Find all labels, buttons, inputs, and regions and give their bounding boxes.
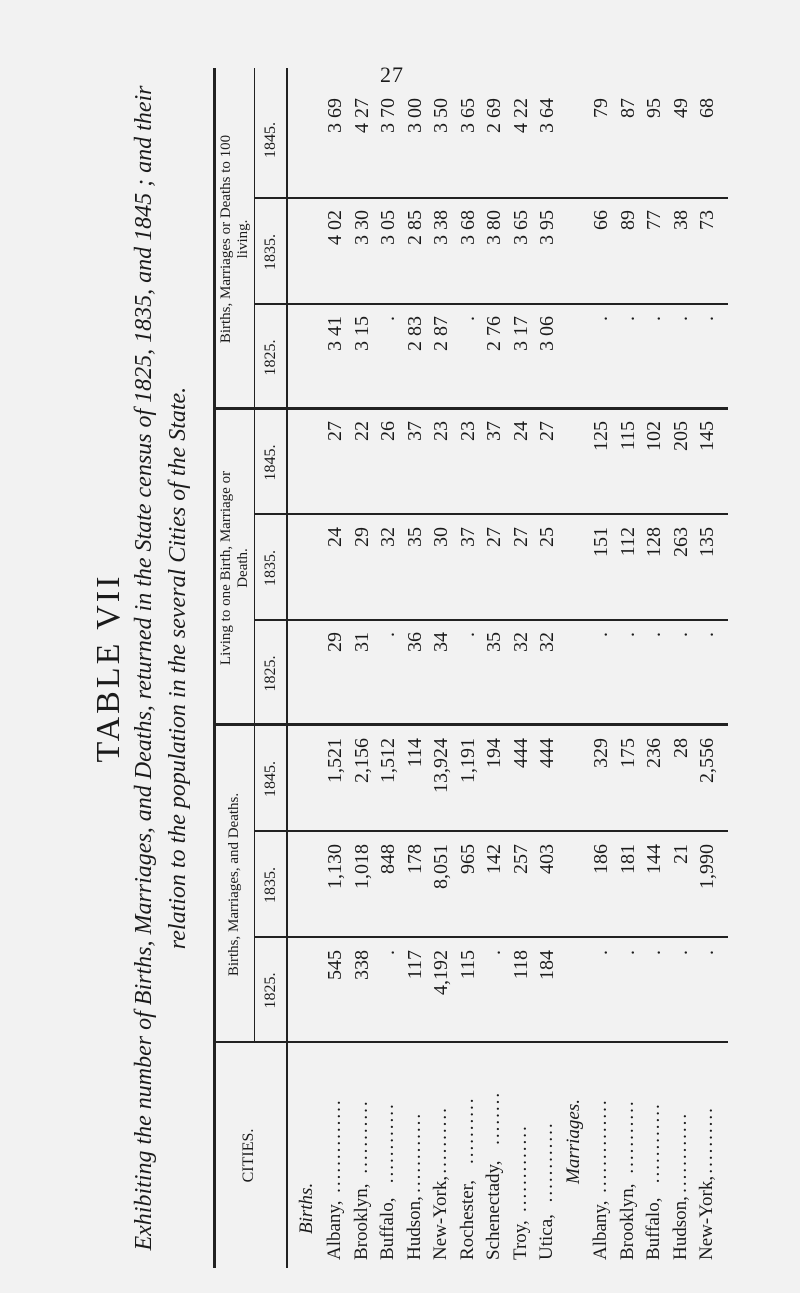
table-cell: . bbox=[669, 316, 692, 321]
leader-dots: .......... bbox=[456, 1096, 478, 1164]
table-cell: 181 bbox=[616, 844, 639, 874]
table-cell: 3 68 bbox=[456, 210, 479, 245]
table-cell: 545 bbox=[324, 950, 346, 980]
table-cell: 3 69 bbox=[324, 98, 346, 133]
table-cell: 4 02 bbox=[324, 210, 346, 245]
table-cell: . bbox=[696, 950, 718, 955]
table-cell: 3 05 bbox=[377, 210, 399, 245]
table-cell: 848 bbox=[377, 844, 399, 874]
rotated-page bbox=[85, 68, 725, 1268]
table-cell: 205 bbox=[669, 421, 692, 451]
table-cell: 23 bbox=[456, 421, 479, 441]
table-cell: 24 bbox=[324, 527, 346, 547]
living-to-one-header-line2: Death. bbox=[235, 548, 251, 588]
cities-header: CITIES. bbox=[240, 1128, 257, 1183]
table-cell: 3 50 bbox=[430, 98, 452, 133]
table-cell: 2,556 bbox=[696, 738, 718, 783]
table-cell: 3 65 bbox=[456, 98, 479, 133]
table-cell: . bbox=[643, 950, 665, 955]
table-cell: 128 bbox=[643, 527, 665, 557]
table-cell: . bbox=[377, 316, 399, 321]
per-hundred-header-line1: Births, Marriages or Deaths to 100 bbox=[218, 134, 234, 344]
table-subtitle-line1: Exhibiting the number of Births, Marriages, and Deaths, returned in the State census of 1825, 1835, and 1845 ; and their bbox=[131, 85, 157, 1251]
table-cell: 175 bbox=[616, 738, 639, 768]
leader-dots: .............. bbox=[590, 1098, 611, 1193]
table-cell: 31 bbox=[350, 632, 373, 652]
table-cell: . bbox=[590, 632, 612, 637]
year-header-1845: 1845. bbox=[262, 444, 279, 481]
table-cell: 32 bbox=[509, 632, 532, 652]
city-name: Albany, bbox=[324, 1200, 345, 1260]
table-cell: . bbox=[616, 950, 639, 955]
table-cell: 37 bbox=[456, 527, 479, 547]
leader-dots: ............ bbox=[669, 1111, 691, 1193]
table-cell: 4 27 bbox=[350, 98, 373, 133]
table-cell: 2,156 bbox=[350, 738, 373, 783]
table-cell: 38 bbox=[669, 210, 692, 230]
table-cell: 3 06 bbox=[536, 316, 558, 351]
table-cell: 8,051 bbox=[430, 844, 452, 889]
table-cell: 444 bbox=[536, 738, 558, 768]
table-cell: . bbox=[696, 316, 718, 321]
city-name: Albany, bbox=[590, 1200, 611, 1260]
city-name: Rochester, bbox=[456, 1180, 478, 1260]
table-cell: 2 69 bbox=[483, 98, 505, 133]
year-header-1825: 1825. bbox=[262, 655, 279, 692]
table-cell: 3 38 bbox=[430, 210, 452, 245]
table-cell: 3 70 bbox=[377, 98, 399, 133]
table-cell: 3 65 bbox=[509, 210, 532, 245]
table-cell: 1,130 bbox=[324, 844, 346, 889]
table-cell: 29 bbox=[324, 632, 346, 652]
table-cell: 29 bbox=[350, 527, 373, 547]
leader-dots: ........... bbox=[616, 1099, 638, 1174]
table-cell: 27 bbox=[324, 421, 346, 441]
per-hundred-header-line2: living. bbox=[235, 219, 251, 259]
table-cell: 26 bbox=[377, 421, 399, 441]
table-cell: 2 76 bbox=[483, 316, 505, 351]
table-cell: 4,192 bbox=[430, 950, 452, 995]
city-name: Brooklyn, bbox=[616, 1183, 638, 1260]
table-cell: 142 bbox=[483, 844, 505, 874]
table-cell: 77 bbox=[643, 210, 665, 230]
table-cell: 24 bbox=[509, 421, 532, 441]
header-bottom-rule bbox=[286, 68, 288, 1268]
table-cell: 135 bbox=[696, 527, 718, 557]
table-cell: 3 64 bbox=[536, 98, 558, 133]
table-cell: 28 bbox=[669, 738, 692, 758]
table-cell: . bbox=[616, 632, 639, 637]
table-subtitle-line2: relation to the population in the several Cities of the State. bbox=[165, 386, 191, 950]
table-cell: 25 bbox=[536, 527, 558, 547]
table-cell: 37 bbox=[403, 421, 426, 441]
leader-dots: ............ bbox=[377, 1102, 398, 1184]
city-name: Troy, bbox=[509, 1220, 531, 1260]
statistics-table bbox=[213, 68, 728, 1268]
table-cell: 87 bbox=[616, 98, 639, 118]
table-cell: . bbox=[669, 950, 692, 955]
year-header-1845: 1845. bbox=[262, 122, 279, 158]
header-rule bbox=[254, 68, 255, 1043]
table-cell: 444 bbox=[509, 738, 532, 768]
year-header-1825: 1825. bbox=[262, 972, 279, 1009]
leader-dots: ............ bbox=[403, 1111, 425, 1193]
table-cell: . bbox=[643, 316, 665, 321]
table-cell: 35 bbox=[483, 632, 505, 652]
table-cell: 4 22 bbox=[509, 98, 532, 133]
year-header-1835: 1835. bbox=[262, 234, 279, 270]
table-cell: 194 bbox=[483, 738, 505, 768]
table-cell: 2 83 bbox=[403, 316, 426, 351]
leader-dots: .......... bbox=[696, 1106, 717, 1174]
per-hundred-header bbox=[218, 68, 252, 410]
table-cell: . bbox=[643, 632, 665, 637]
table-cell: 3 15 bbox=[350, 316, 373, 351]
table-cell: 66 bbox=[590, 210, 612, 230]
city-name: Buffalo, bbox=[377, 1197, 398, 1260]
table-cell: 27 bbox=[509, 527, 532, 547]
table-cell: . bbox=[696, 632, 718, 637]
leader-dots: ............ bbox=[536, 1121, 557, 1203]
table-cell: 1,512 bbox=[377, 738, 399, 783]
year-header-1825: 1825. bbox=[262, 339, 279, 376]
leader-dots: .............. bbox=[324, 1098, 345, 1193]
table-title: TABLE VII bbox=[90, 573, 127, 763]
table-cell: 115 bbox=[616, 421, 639, 451]
table-cell: 1,990 bbox=[696, 844, 718, 889]
table-cell: . bbox=[377, 950, 399, 955]
table-cell: 34 bbox=[430, 632, 452, 652]
leader-dots: ........... bbox=[350, 1099, 372, 1174]
table-cell: 1,521 bbox=[324, 738, 346, 783]
table-cell: 184 bbox=[536, 950, 558, 980]
table-cell: 144 bbox=[643, 844, 665, 874]
table-cell: 115 bbox=[456, 950, 479, 980]
table-cell: 68 bbox=[696, 98, 718, 118]
table-cell: 1,018 bbox=[350, 844, 373, 889]
city-name: New-York, bbox=[696, 1175, 717, 1260]
table-cell: 95 bbox=[643, 98, 665, 118]
table-cell: 151 bbox=[590, 527, 612, 557]
table-cell: 27 bbox=[483, 527, 505, 547]
table-cell: . bbox=[483, 950, 505, 955]
table-cell: 36 bbox=[403, 632, 426, 652]
city-name: Hudson, bbox=[403, 1196, 425, 1260]
living-to-one-header-line1: Living to one Birth, Marriage or bbox=[218, 470, 234, 666]
table-cell: 102 bbox=[643, 421, 665, 451]
city-name: Hudson, bbox=[669, 1196, 691, 1260]
table-cell: 23 bbox=[430, 421, 452, 441]
table-cell: 73 bbox=[696, 210, 718, 230]
table-cell: 32 bbox=[536, 632, 558, 652]
table-cell: . bbox=[377, 632, 399, 637]
section-heading-marriages: Marriages. bbox=[563, 1099, 584, 1184]
table-cell: . bbox=[590, 316, 612, 321]
table-cell: 112 bbox=[616, 527, 639, 557]
table-cell: 329 bbox=[590, 738, 612, 768]
table-cell: 257 bbox=[509, 844, 532, 874]
leader-dots: .......... bbox=[430, 1106, 451, 1174]
table-cell: 49 bbox=[669, 98, 692, 118]
table-cell: 263 bbox=[669, 527, 692, 557]
table-cell: . bbox=[456, 316, 479, 321]
table-cell: 22 bbox=[350, 421, 373, 441]
table-cell: 89 bbox=[616, 210, 639, 230]
table-cell: . bbox=[616, 316, 639, 321]
city-name: Schenectady, bbox=[483, 1160, 504, 1260]
table-cell: 21 bbox=[669, 844, 692, 864]
table-cell: 27 bbox=[536, 421, 558, 441]
table-cell: 3 17 bbox=[509, 316, 532, 351]
table-cell: 13,924 bbox=[430, 738, 452, 793]
births-marriages-deaths-header: Births, Marriages, and Deaths. bbox=[226, 792, 242, 977]
table-cell: 145 bbox=[696, 421, 718, 451]
year-header-1845: 1845. bbox=[262, 761, 279, 797]
page-number: 27 bbox=[380, 62, 404, 87]
table-cell: 118 bbox=[509, 950, 532, 980]
table-cell: 117 bbox=[403, 950, 426, 980]
table-cell: . bbox=[456, 632, 479, 637]
table-cell: 37 bbox=[483, 421, 505, 441]
table-cell: 3 30 bbox=[350, 210, 373, 245]
table-cell: 32 bbox=[377, 527, 399, 547]
table-cell: 114 bbox=[403, 738, 426, 768]
table-cell: 1,191 bbox=[456, 738, 479, 783]
table-cell: 3 80 bbox=[483, 210, 505, 245]
table-cell: 125 bbox=[590, 421, 612, 451]
table-cell: 3 00 bbox=[403, 98, 426, 133]
city-name: Brooklyn, bbox=[350, 1183, 372, 1260]
table-cell: 186 bbox=[590, 844, 612, 874]
leader-dots: ............ bbox=[643, 1102, 664, 1184]
table-cell: 2 87 bbox=[430, 316, 452, 351]
table-cell: 3 95 bbox=[536, 210, 558, 245]
city-name: Buffalo, bbox=[643, 1197, 664, 1260]
table-cell: . bbox=[590, 950, 612, 955]
table-cell: 79 bbox=[590, 98, 612, 118]
table-cell: 178 bbox=[403, 844, 426, 874]
table-cell: 338 bbox=[350, 950, 373, 980]
year-header-1835: 1835. bbox=[262, 867, 279, 903]
section-heading-births: Births. bbox=[296, 1182, 317, 1234]
city-name: New-York, bbox=[430, 1175, 451, 1260]
living-to-one-header bbox=[218, 410, 252, 726]
table-cell: 965 bbox=[456, 844, 479, 874]
table-cell: 35 bbox=[403, 527, 426, 547]
table-cell: 3 41 bbox=[324, 316, 346, 351]
leader-dots: ........ bbox=[483, 1090, 504, 1145]
leader-dots: ............. bbox=[509, 1124, 531, 1212]
table-cell: 403 bbox=[536, 844, 558, 874]
year-header-1835: 1835. bbox=[262, 550, 279, 586]
table-cell: 236 bbox=[643, 738, 665, 768]
city-name: Utica, bbox=[536, 1214, 557, 1260]
table-cell: . bbox=[669, 632, 692, 637]
table-cell: 30 bbox=[430, 527, 452, 547]
table-cell: 2 85 bbox=[403, 210, 426, 245]
